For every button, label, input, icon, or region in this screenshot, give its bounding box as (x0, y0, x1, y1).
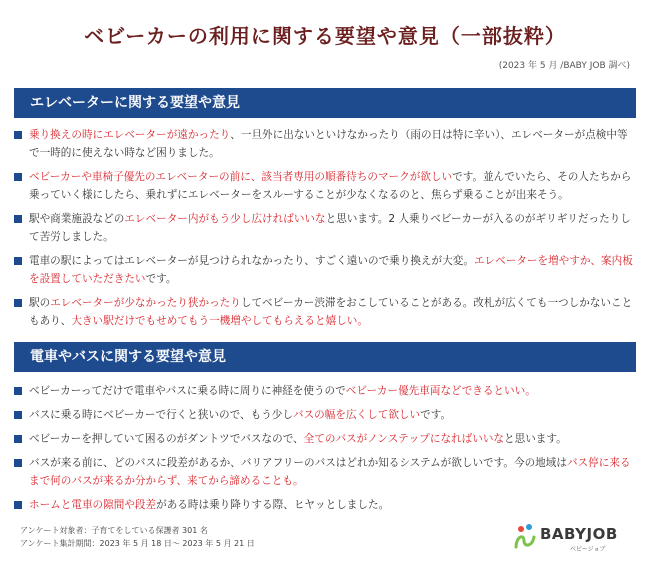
survey-footer (20, 524, 255, 550)
comment-text (29, 294, 636, 330)
elevator-comment-list (14, 126, 636, 336)
square-bullet-icon (14, 215, 22, 223)
list-item (14, 430, 636, 448)
comment-segment: がある時は乗り降りする際、ヒヤッとしました。 (156, 499, 390, 511)
square-bullet-icon (14, 299, 22, 307)
square-bullet-icon (14, 435, 22, 443)
comment-segment: 駅や商業施設などの (29, 213, 125, 225)
comment-segment: 駅の (29, 297, 51, 309)
train-bus-comment-list (14, 382, 636, 520)
list-item (14, 168, 636, 204)
square-bullet-icon (14, 501, 22, 509)
logo-mark-icon (512, 521, 538, 551)
square-bullet-icon (14, 257, 22, 265)
page-title: ベビーカーの利用に関する要望や意見（一部抜粋） (84, 24, 566, 48)
comment-segment: ベビーカーってだけで電車やバスに乗る時に周りに神経を使うので (29, 385, 346, 397)
comment-segment: と思います。 (504, 433, 567, 445)
list-item (14, 126, 636, 162)
comment-segment: 、一旦外に出ないといけなかったり（雨の日は特に辛い）、エレベーターが点検中等で一時的に使えない時など困りました。 (29, 129, 628, 159)
comment-text (29, 496, 636, 514)
comment-segment: と思います。2 人乗りベビーカーが入るのがギリギリだったりして苦労しました。 (29, 213, 631, 243)
highlighted-text: エレベーター内がもう少し広ければいいな (124, 213, 326, 225)
comment-text (29, 406, 636, 424)
list-item (14, 252, 636, 288)
survey-period: アンケート集計期間：2023 年 5 月 18 日〜 2023 年 5 月 21 日 (20, 539, 255, 548)
square-bullet-icon (14, 411, 22, 419)
comment-text (29, 126, 636, 162)
section-heading-train-bus: 電車やバスに関する要望や意見 (14, 342, 636, 372)
comment-text (29, 210, 636, 246)
highlighted-text: 全てのバスがノンステップになればいいな (303, 433, 505, 445)
highlighted-text: バス停に来るまで何のバスが来るか分からず、来てから諦めることも。 (29, 457, 631, 487)
logo-text: BABYJOB (540, 525, 618, 543)
comment-segment: バスに乗る時にベビーカーで行くと狭いので、もう少し (29, 409, 293, 421)
comment-text (29, 252, 636, 288)
list-item (14, 496, 636, 514)
comment-segment: 電車の駅によってはエレベーターが見つけられなかったり、すごく遠いので乗り換えが大変。 (29, 255, 474, 267)
list-item (14, 210, 636, 246)
highlighted-text: ホームと電車の隙間や段差 (29, 499, 157, 511)
highlighted-text: ベビーカー優先車両などできるといい。 (345, 385, 536, 397)
list-item (14, 454, 636, 490)
comment-segment: です。 (420, 409, 452, 421)
comment-segment: バスが来る前に、どのバスに段差があるか、バリアフリーのバスはどれか知るシステムが欲しいです。今の地域は (29, 457, 567, 469)
square-bullet-icon (14, 173, 22, 181)
logo-subtext: ベビージョブ (570, 546, 606, 553)
highlighted-text: バスの幅を広くして欲しい (293, 409, 421, 421)
source-note: (2023 年 5 月 /BABY JOB 調べ) (498, 61, 630, 71)
comment-text (29, 168, 636, 204)
section-heading-elevator: エレベーターに関する要望や意見 (14, 88, 636, 118)
comment-text (29, 454, 636, 490)
comment-segment: です。並んでいたら、その人たちから乗っていく様にしたら、乗れずにエレベーターをスルーすることが少なくなるのと、焦らず乗ることが出来そう。 (29, 171, 632, 201)
comment-segment: ベビーカーを押していて困るのがダントツでバスなので、 (29, 433, 304, 445)
comment-text (29, 430, 636, 448)
list-item (14, 294, 636, 330)
list-item (14, 382, 636, 400)
survey-target: アンケート対象者：子育てをしている保護者 301 名 (20, 526, 208, 535)
comment-text (29, 382, 636, 400)
highlighted-text: エレベーターが少なかったり狭かったり (50, 297, 241, 309)
highlighted-text: エレベーターを増やすか、案内板を設置していただきたい (29, 255, 633, 285)
highlighted-text: 大きい駅だけでもせめてもう一機増やしてもらえると嬉しい。 (71, 315, 368, 327)
comment-segment: です。 (145, 273, 177, 285)
square-bullet-icon (14, 131, 22, 139)
list-item (14, 406, 636, 424)
babyjob-logo (512, 521, 632, 553)
comment-segment: してベビーカー渋滞をおこしていることがある。改札が広くても一つしかないこともあり、 (29, 297, 633, 327)
highlighted-text: ベビーカーや車椅子優先のエレベーターの前に、該当者専用の順番待ちのマークが欲しい (29, 171, 453, 183)
square-bullet-icon (14, 387, 22, 395)
highlighted-text: 乗り換えの時にエレベーターが遠かったり (29, 129, 231, 141)
square-bullet-icon (14, 459, 22, 467)
